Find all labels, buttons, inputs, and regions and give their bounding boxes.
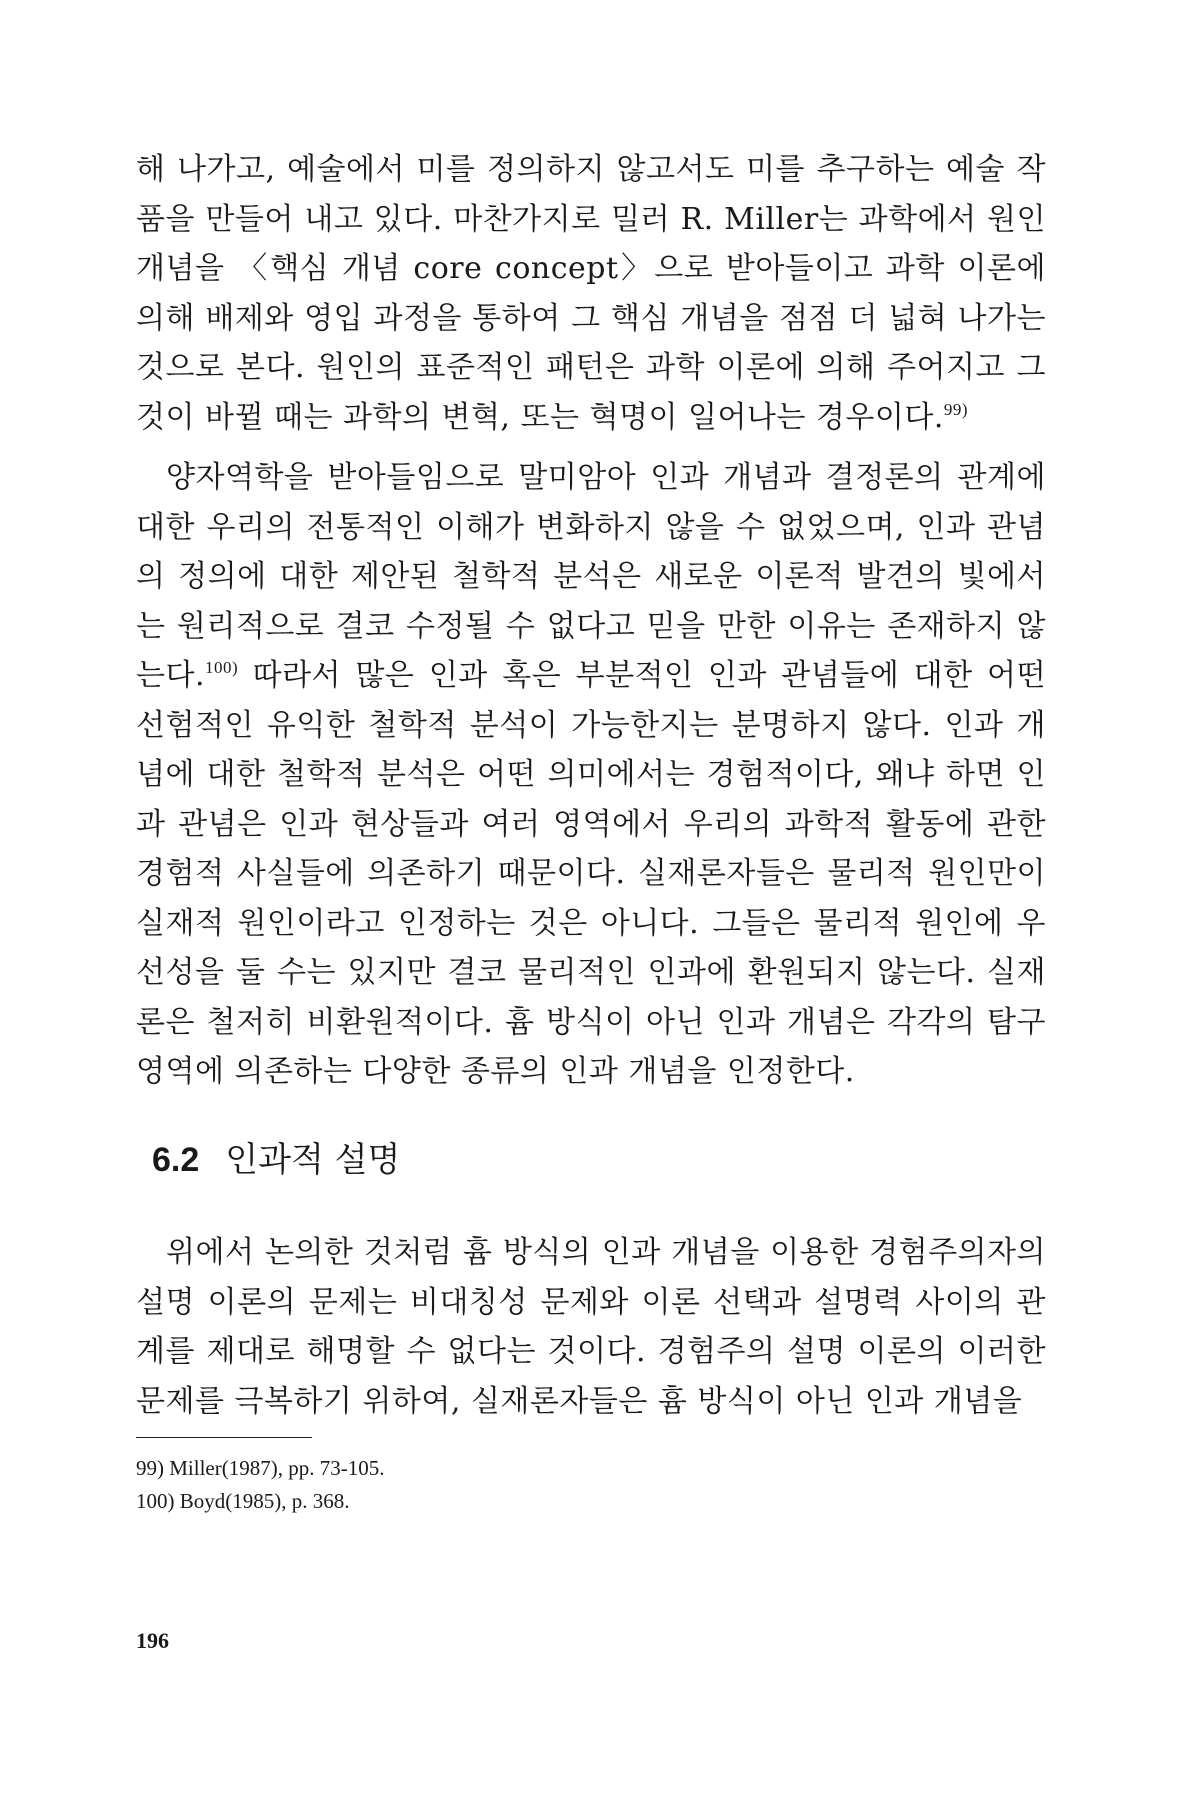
footnotes <box>136 1452 1036 1518</box>
footnote-ref-100: 100) <box>205 658 239 677</box>
section-heading <box>152 1140 400 1180</box>
paragraph-text: 해 나가고, 예술에서 미를 정의하지 않고서도 미를 추구하는 예술 작품을 만들어 내고 있다. 마찬가지로 밀러 R. Miller는 과학에서 원인 개념을 〈핵심 개념 core concept〉으로 받아들이고 과학 이론에 의해 배제와 영입 과정을 통하여 그 핵심 개념을 점점 더 넓혀 나가는 것으로 본다. 원인의 표준적인 패턴은 과학 이론에 의해 주어지고 그것이 바뀔 때는 과학의 변혁, 또는 혁명이 일어나는 경우이다. <box>136 152 1046 435</box>
body-paragraph-2 <box>136 453 1046 1097</box>
footnote-divider <box>136 1437 312 1438</box>
paragraph-text: 위에서 논의한 것처럼 흄 방식의 인과 개념을 이용한 경험주의자의 설명 이론의 문제는 비대칭성 문제와 이론 선택과 설명력 사이의 관계를 제대로 해명할 수 없다는 것이다. 경험주의 설명 이론의 이러한 문제를 극복하기 위하여, 실재론자들은 흄 방식이 아닌 인과 개념을 <box>136 1235 1046 1419</box>
paragraph-text: 양자역학을 받아들임으로 말미암아 인과 개념과 결정론의 관계에 대한 우리의 전통적인 이해가 변화하지 않을 수 없었으며, 인과 관념의 정의에 대한 제안된 철학적 분석은 새로운 이론적 발견의 빛에서는 원리적으로 결코 수정될 수 없다고 믿을 만한 이유는 존재하지 않는다. <box>136 460 1046 693</box>
section-number: 6.2 <box>152 1141 200 1179</box>
body-paragraph-3 <box>136 1228 1046 1426</box>
paragraph-text-continued: 따라서 많은 인과 혹은 부분적인 인과 관념들에 대한 어떤 선험적인 유익한 철학적 분석이 가능한지는 분명하지 않다. 인과 개념에 대한 철학적 분석은 어떤 의미에서는 경험적이다, 왜냐 하면 인과 관념은 인과 현상들과 여러 영역에서 우리의 과학적 활동에 관한 경험적 사실들에 의존하기 때문이다. 실재론자들은 물리적 원인만이 실재적 원인이라고 인정하는 것은 아니다. 그들은 물리적 원인에 우선성을 둘 수는 있지만 결코 물리적인 인과에 환원되지 않는다. 실재론은 철저히 비환원적이다. 흄 방식이 아닌 인과 개념은 각각의 탐구 영역에 의존하는 다양한 종류의 인과 개념을 인정한다. <box>136 658 1046 1089</box>
page-number: 196 <box>136 1628 169 1653</box>
section-title: 인과적 설명 <box>225 1140 401 1180</box>
footnote-99: 99) Miller(1987), pp. 73-105. <box>136 1456 385 1480</box>
footnote-100: 100) Boyd(1985), p. 368. <box>136 1489 350 1513</box>
body-paragraph-1 <box>136 145 1046 442</box>
footnote-ref-99: 99) <box>943 399 969 419</box>
